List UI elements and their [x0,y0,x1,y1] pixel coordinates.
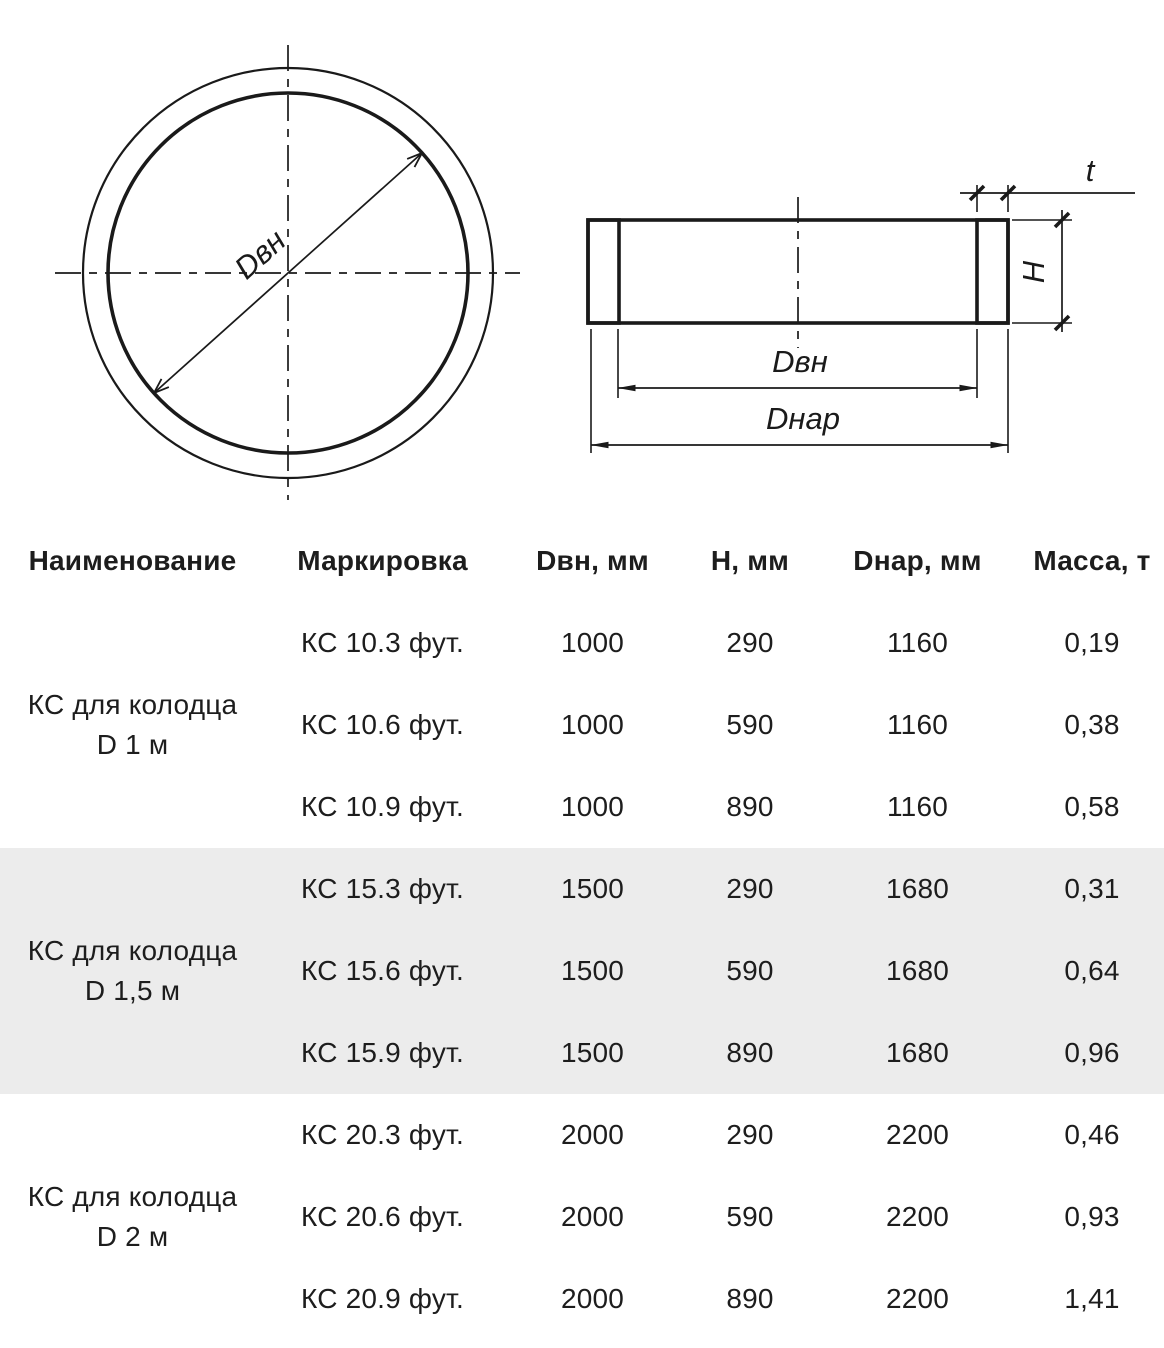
dvn-cell: 2000 [560,1119,625,1150]
h-cell: 590 [726,709,774,740]
mass-cell: 0,93 [1064,1201,1120,1232]
group-name-line1: КС для колодца [27,935,238,967]
dvn-cell: 1000 [560,709,625,740]
table-group-d1-5 [0,848,1164,1094]
table-row [0,1094,1164,1176]
group-name-cell [0,1094,265,1340]
section-dnar-label: Dнар [766,401,840,436]
mass-cell: 0,38 [1064,709,1120,740]
dvn-cell: 1500 [560,955,625,986]
group-name-cell [0,848,265,1094]
dnar-cell: 1160 [886,791,948,822]
table-row [0,848,1164,930]
marking-cell: КС 10.3 фут. [301,627,464,658]
group-name-line1: КС для колодца [27,689,238,721]
dvn-cell: 1500 [560,873,625,904]
mass-cell: 1,41 [1064,1283,1120,1314]
h-cell: 890 [726,791,774,822]
marking-cell: КС 15.9 фут. [301,1037,464,1068]
mass-cell: 0,64 [1064,955,1120,986]
dnar-cell: 1680 [885,1037,950,1068]
dvn-cell: 1000 [560,791,625,822]
marking-cell: КС 10.6 фут. [301,709,464,740]
t-label: t [1085,153,1095,188]
col-header-mass: Масса, т [1033,545,1151,576]
table-group-d2 [0,1094,1164,1340]
dnar-cell: 2200 [885,1201,950,1232]
marking-cell: КС 20.9 фут. [301,1283,464,1314]
dnar-cell: 2200 [885,1119,950,1150]
group-name-line2: D 1,5 м [84,975,181,1006]
marking-cell: КС 15.3 фут. [301,873,464,904]
h-cell: 590 [726,955,774,986]
table-group-d1 [0,602,1164,848]
h-label: H [1016,260,1051,284]
mass-cell: 0,46 [1064,1119,1120,1150]
section-dvn-label: Dвн [772,344,828,379]
mass-cell: 0,58 [1064,791,1120,822]
h-cell: 290 [726,873,774,904]
dnar-cell: 2200 [885,1283,950,1314]
mass-cell: 0,96 [1064,1037,1120,1068]
h-cell: 290 [726,627,774,658]
mass-cell: 0,19 [1064,627,1120,658]
technical-drawings [0,0,1164,520]
table-header [0,520,1164,602]
col-header-dvn: Dвн, мм [536,545,649,576]
group-name-line2: D 2 м [96,1221,169,1252]
h-cell: 890 [726,1283,774,1314]
dvn-cell: 2000 [560,1283,625,1314]
dnar-cell: 1680 [885,955,950,986]
marking-cell: КС 10.9 фут. [301,791,464,822]
group-name-line1: КС для колодца [27,1181,238,1213]
h-cell: 890 [726,1037,774,1068]
group-name-cell [0,602,265,848]
ring-top-view [55,45,520,500]
marking-cell: КС 15.6 фут. [301,955,464,986]
col-header-name: Наименование [28,545,237,576]
table-header-row [0,520,1164,602]
col-header-dnar: Dнар, мм [853,545,982,576]
marking-cell: КС 20.6 фут. [301,1201,464,1232]
table-row [0,602,1164,684]
left-wall-hatched [588,220,619,323]
h-cell: 590 [726,1201,774,1232]
spec-table [0,520,1164,1340]
h-cell: 290 [726,1119,774,1150]
group-name-line2: D 1 м [96,729,169,760]
dvn-cell: 1500 [560,1037,625,1068]
ring-section-view [588,153,1135,453]
col-header-marking: Маркировка [297,545,468,576]
top-view-dvn-label: Dвн [227,222,293,286]
col-header-h: Н, мм [710,545,790,576]
ring-drawings-svg [0,0,1164,520]
mass-cell: 0,31 [1064,873,1120,904]
right-wall-hatched [977,220,1008,323]
dnar-cell: 1160 [886,709,948,740]
marking-cell: КС 20.3 фут. [301,1119,464,1150]
dvn-cell: 2000 [560,1201,625,1232]
dnar-cell: 1680 [885,873,950,904]
dvn-cell: 1000 [560,627,625,658]
dnar-cell: 1160 [886,627,948,658]
